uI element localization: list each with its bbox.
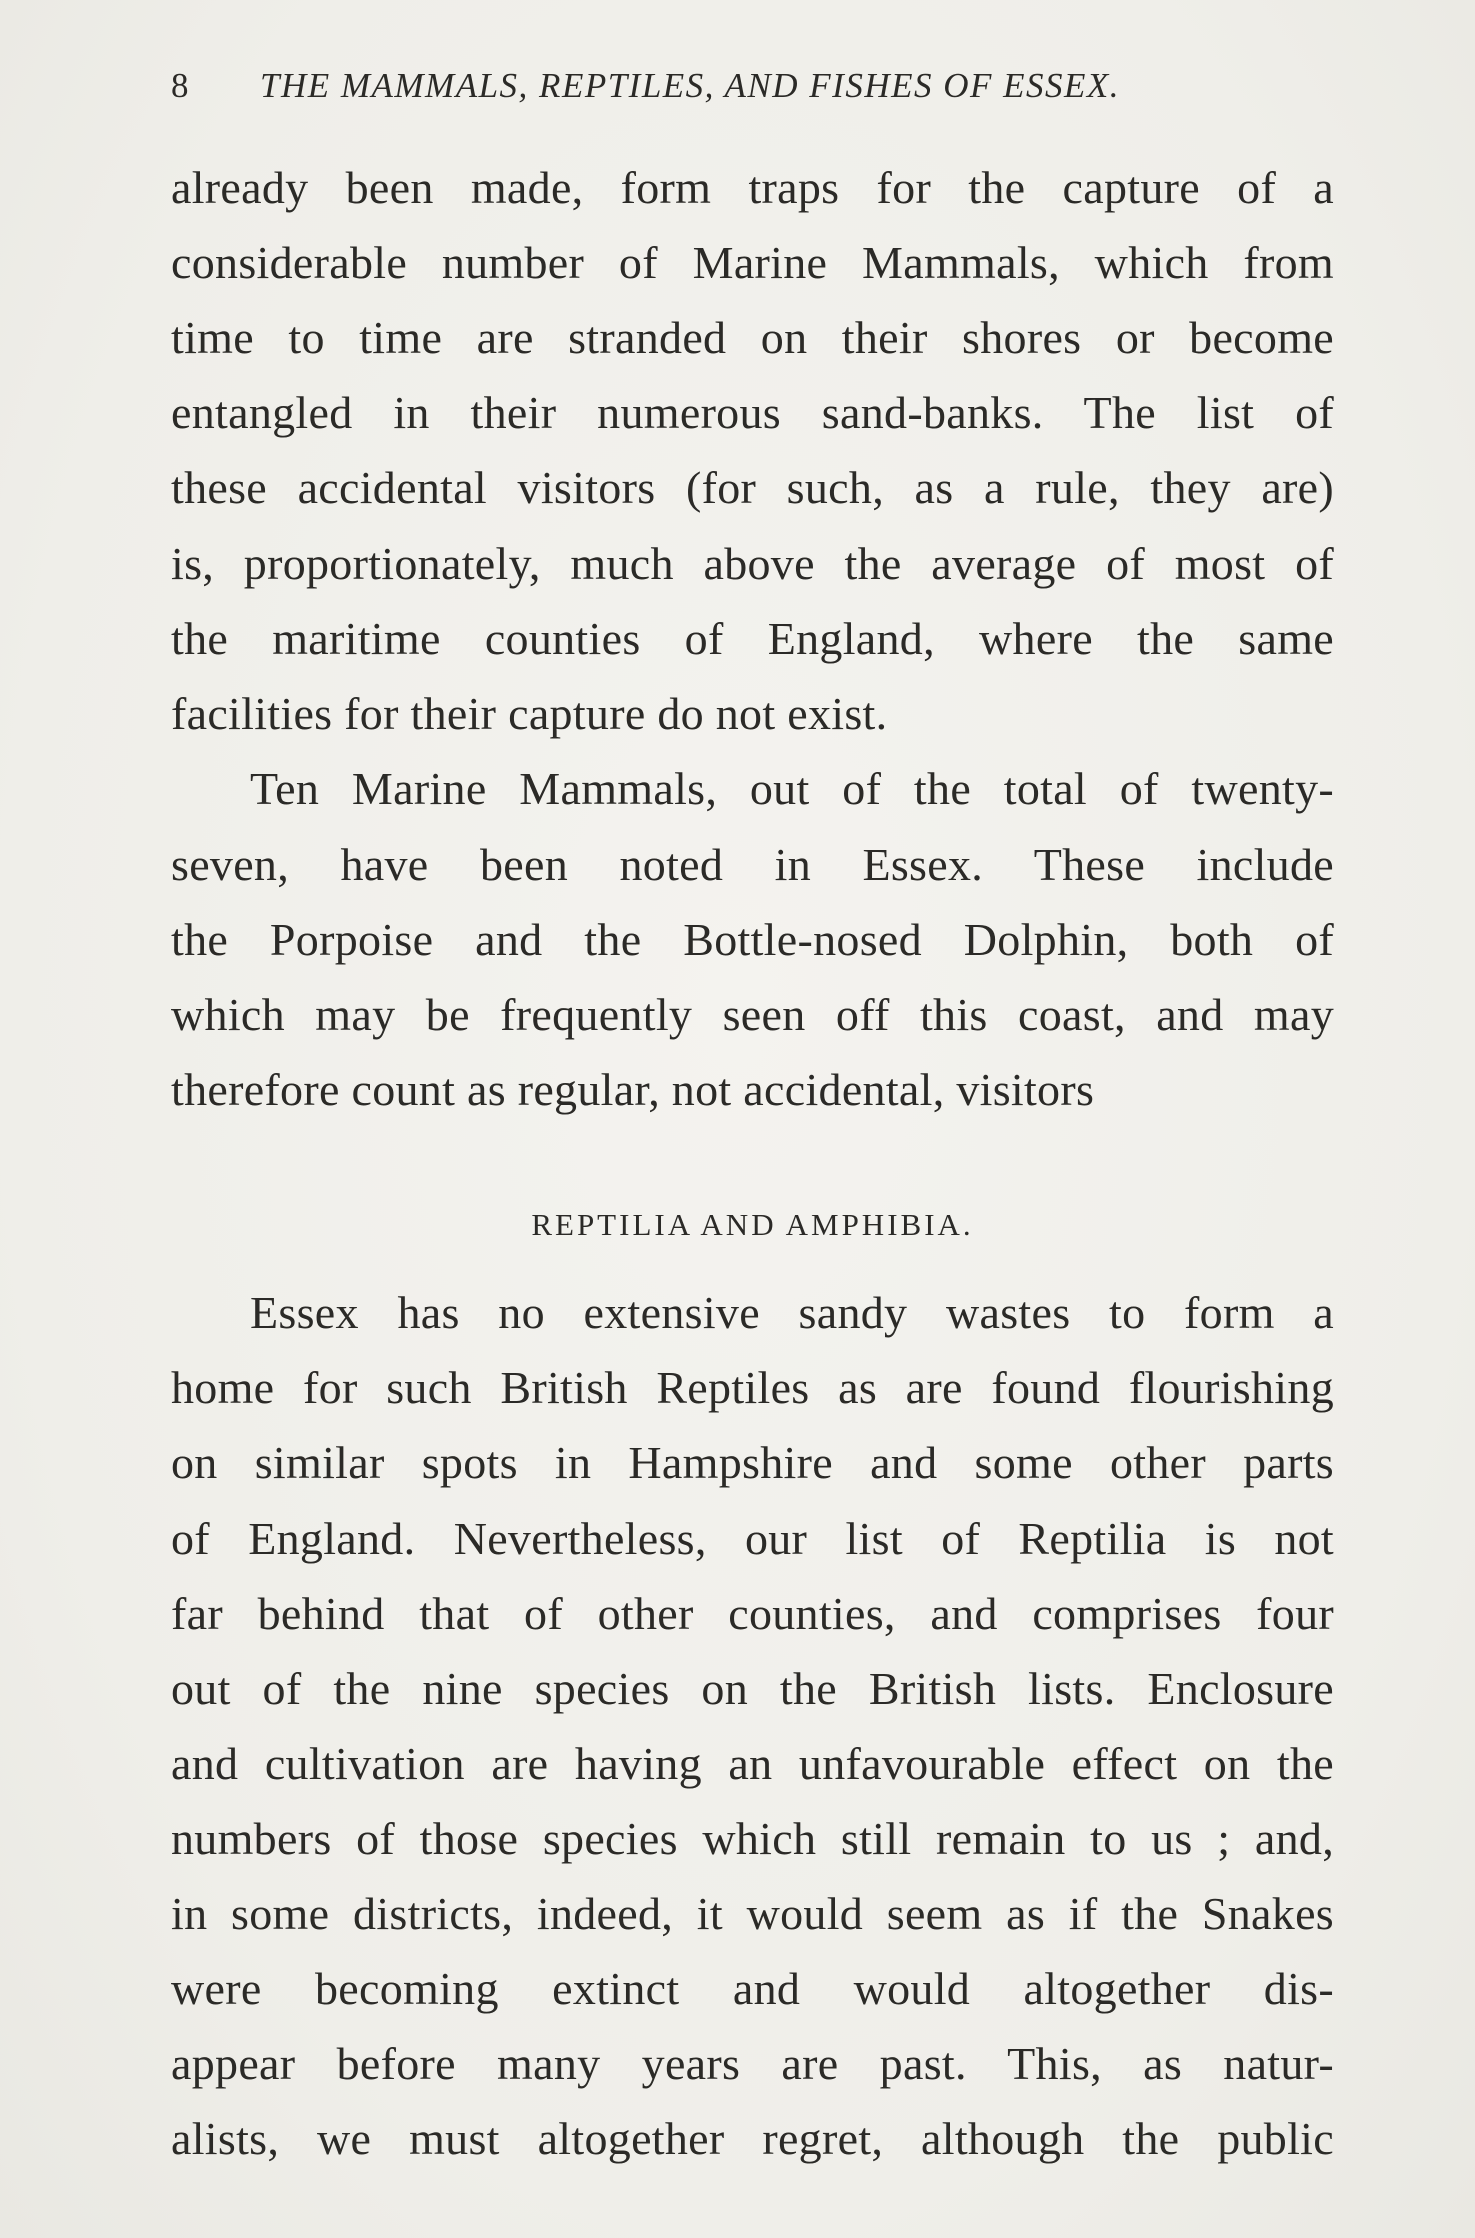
text-line: already been made, form traps for the capture of a [171, 162, 1334, 213]
running-head [171, 66, 1341, 116]
text-line: out of the nine species on the British lists. Enclosure [171, 1663, 1334, 1714]
section-heading: REPTILIA AND AMPHIBIA. [531, 1207, 974, 1242]
text-line: time to time are stranded on their shores or become [171, 312, 1334, 363]
text-line: were becoming extinct and would altogether dis- [171, 1963, 1334, 2014]
text-line: Essex has no extensive sandy wastes to form a [250, 1287, 1334, 1338]
text-line: alists, we must altogether regret, although the public [171, 2113, 1334, 2164]
text-line: Ten Marine Mammals, out of the total of twenty- [250, 763, 1334, 814]
text-line: home for such British Reptiles as are found flourishing [171, 1362, 1334, 1413]
text-line: is, proportionately, much above the average of most of [171, 538, 1334, 589]
text-line: which may be frequently seen off this coast, and may [171, 989, 1334, 1040]
text-line: far behind that of other counties, and comprises four [171, 1588, 1334, 1639]
text-line: of England. Nevertheless, our list of Reptilia is not [171, 1513, 1334, 1564]
text-line: entangled in their numerous sand-banks. The list of [171, 387, 1334, 438]
text-line: considerable number of Marine Mammals, which from [171, 237, 1334, 288]
text-line: the maritime counties of England, where the same [171, 613, 1334, 664]
text-line: the Porpoise and the Bottle-nosed Dolphin, both of [171, 914, 1334, 965]
running-title: THE MAMMALS, REPTILES, AND FISHES OF ESSEX. [260, 66, 1121, 105]
text-line: numbers of those species which still remain to us ; and, [171, 1813, 1334, 1864]
text-line: these accidental visitors (for such, as a rule, they are) [171, 462, 1334, 513]
text-line: appear before many years are past. This, as natur- [171, 2038, 1334, 2089]
page-number: 8 [171, 66, 190, 105]
text-line: in some districts, indeed, it would seem as if the Snakes [171, 1888, 1334, 1939]
text-line: facilities for their capture do not exist. [171, 688, 888, 739]
text-line: and cultivation are having an unfavourable effect on the [171, 1738, 1334, 1789]
text-line: on similar spots in Hampshire and some other parts [171, 1437, 1334, 1488]
text-line: seven, have been noted in Essex. These include [171, 839, 1334, 890]
text-line: therefore count as regular, not accidental, visitors [171, 1064, 1095, 1115]
